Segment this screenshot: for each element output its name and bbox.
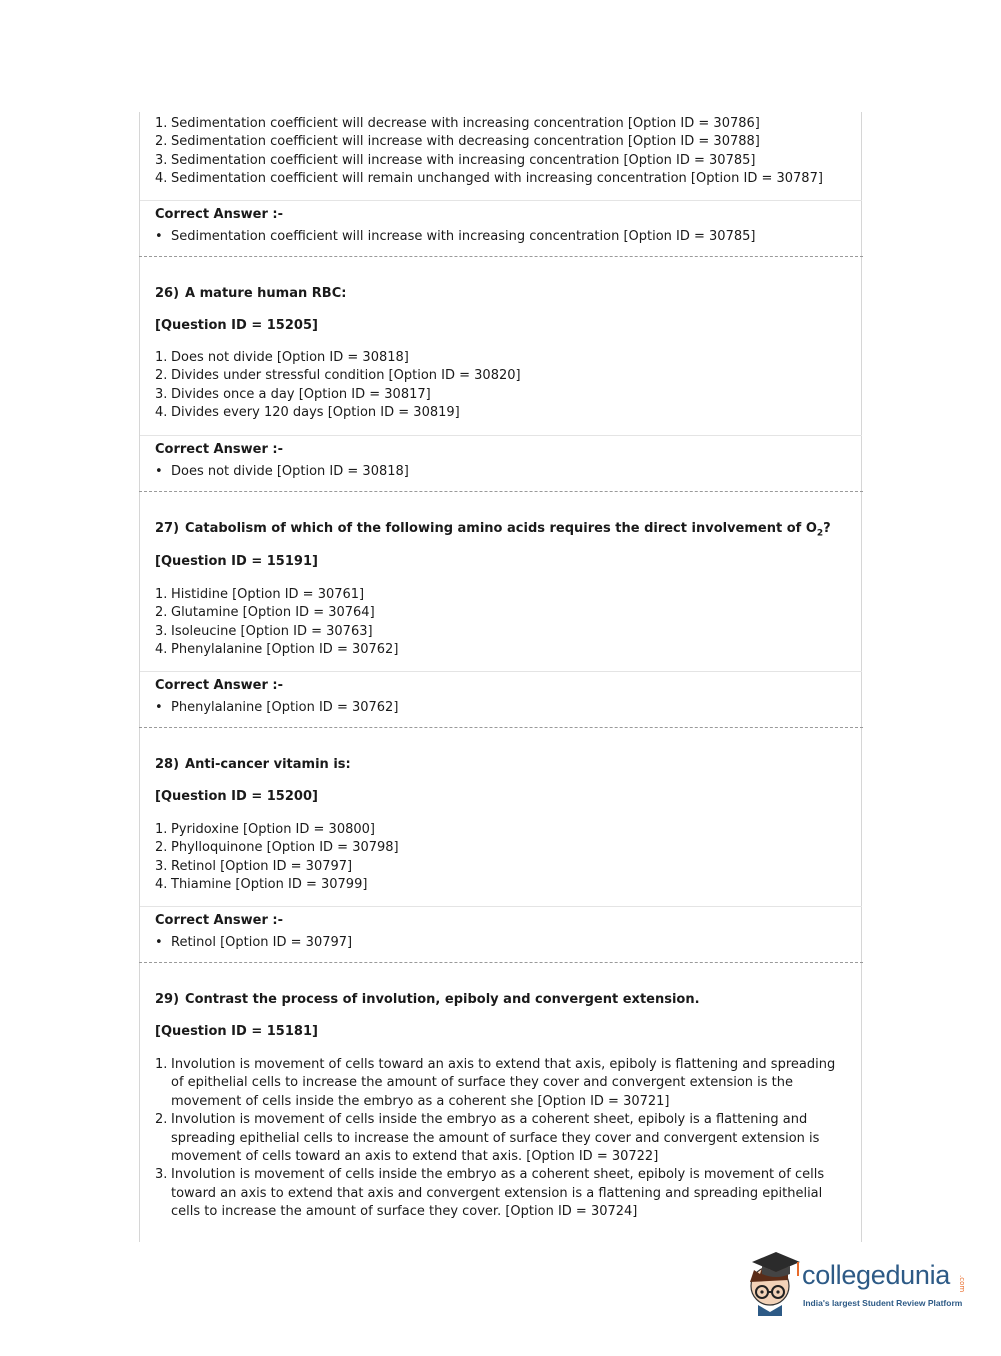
q25-option-2: 2. Sedimentation coefficient will increase with decreasing concentration [Option ID = 30788] [155, 134, 760, 150]
q29-option-1: 1. Involution is movement of cells toward an axis to extend that axis, epiboly is flattening and spreading of epithelial cells to increase the amount of surface they cover and convergent extension is the movement of cells inside the embryo as a coherent she [Option ID = 30721] [155, 1057, 836, 1109]
q27-title: 27) Catabolism of which of the following amino acids requires the direct involvement of $O_2$? [155, 521, 831, 539]
q26-question-id: [Question ID = 15205] [155, 318, 318, 333]
q29-question-id: [Question ID = 15181] [155, 1024, 318, 1039]
question-separator [139, 256, 863, 257]
q25-option-4: 4. Sedimentation coefficient will remain unchanged with increasing concentration [Option ID = 30787] [155, 171, 823, 187]
q27-correct-answer: • Phenylalanine [Option ID = 30762] [155, 700, 399, 715]
q26-correct-answer-label: Correct Answer :- [155, 442, 283, 457]
q27-correct-answer-label: Correct Answer :- [155, 678, 283, 693]
question-separator [139, 962, 863, 963]
q26-title: 26) A mature human RBC: [155, 286, 347, 301]
q26-option-3: 3. Divides once a day [Option ID = 30817] [155, 386, 431, 402]
q28-title: 28) Anti-cancer vitamin is: [155, 757, 351, 772]
q27-option-3: 3. Isoleucine [Option ID = 30763] [155, 623, 373, 639]
q27-option-4: 4. Phenylalanine [Option ID = 30762] [155, 642, 399, 658]
divider [140, 435, 862, 436]
q29-options [155, 1056, 849, 1222]
q25-correct-answer-label: Correct Answer :- [155, 207, 283, 222]
divider [140, 200, 862, 201]
q28-correct-answer-label: Correct Answer :- [155, 913, 283, 928]
brand-tagline: India's largest Student Review Platform [803, 1298, 963, 1308]
q26-option-2: 2. Divides under stressful condition [Option ID = 30820] [155, 368, 521, 384]
q26-option-4: 4. Divides every 120 days [Option ID = 30819] [155, 405, 460, 421]
q28-question-id: [Question ID = 15200] [155, 789, 318, 804]
question-separator [139, 491, 863, 492]
q26-correct-answer: • Does not divide [Option ID = 30818] [155, 464, 409, 479]
q25-options [155, 115, 823, 189]
q29-option-3: 3. Involution is movement of cells inside the embryo as a coherent sheet, epiboly is movement of cells toward an axis to extend that axis and convergent extension is a flattening and spreading epithelial cells to increase the amount of surface they cover. [Option ID = 30724] [155, 1167, 825, 1220]
bullet-icon: • [155, 700, 163, 715]
q28-correct-answer: • Retinol [Option ID = 30797] [155, 935, 353, 950]
question-separator [139, 727, 863, 728]
q28-option-2: 2. Phylloquinone [Option ID = 30798] [155, 840, 399, 856]
q28-options [155, 821, 399, 895]
q29-title: 29) Contrast the process of involution, epiboly and convergent extension. [155, 992, 700, 1007]
q28-option-4: 4. Thiamine [Option ID = 30799] [155, 877, 368, 893]
q26-option-1: 1. Does not divide [Option ID = 30818] [155, 350, 409, 365]
q25-correct-answer: • Sedimentation coefficient will increase with increasing concentration [Option ID = 30785] [155, 229, 756, 244]
divider [140, 906, 862, 907]
q28-option-1: 1. Pyridoxine [Option ID = 30800] [155, 822, 375, 837]
q27-option-2: 2. Glutamine [Option ID = 30764] [155, 605, 375, 621]
divider [140, 671, 862, 672]
q29-option-2: 2. Involution is movement of cells inside the embryo as a coherent sheet, epiboly is a flattening and spreading epithelial cells to increase the amount of surface they cover and convergent extension is movement of cells toward an axis to extend that axis. [Option ID = 30722] [155, 1112, 820, 1165]
q26-options [155, 349, 521, 423]
bullet-icon: • [155, 229, 163, 244]
q27-option-1: 1. Histidine [Option ID = 30761] [155, 587, 365, 602]
q28-option-3: 3. Retinol [Option ID = 30797] [155, 858, 353, 874]
brand-name: collegedunia [802, 1260, 951, 1290]
q25-option-3: 3. Sedimentation coefficient will increase with increasing concentration [Option ID = 30785] [155, 152, 756, 168]
q27-options [155, 586, 398, 660]
bullet-icon: • [155, 464, 163, 479]
bullet-icon: • [155, 935, 163, 950]
brand-suffix: .com [958, 1275, 966, 1293]
q25-option-1: 1. Sedimentation coefficient will decrease with increasing concentration [Option ID = 30786] [155, 116, 760, 131]
q27-question-id: [Question ID = 15191] [155, 554, 318, 569]
